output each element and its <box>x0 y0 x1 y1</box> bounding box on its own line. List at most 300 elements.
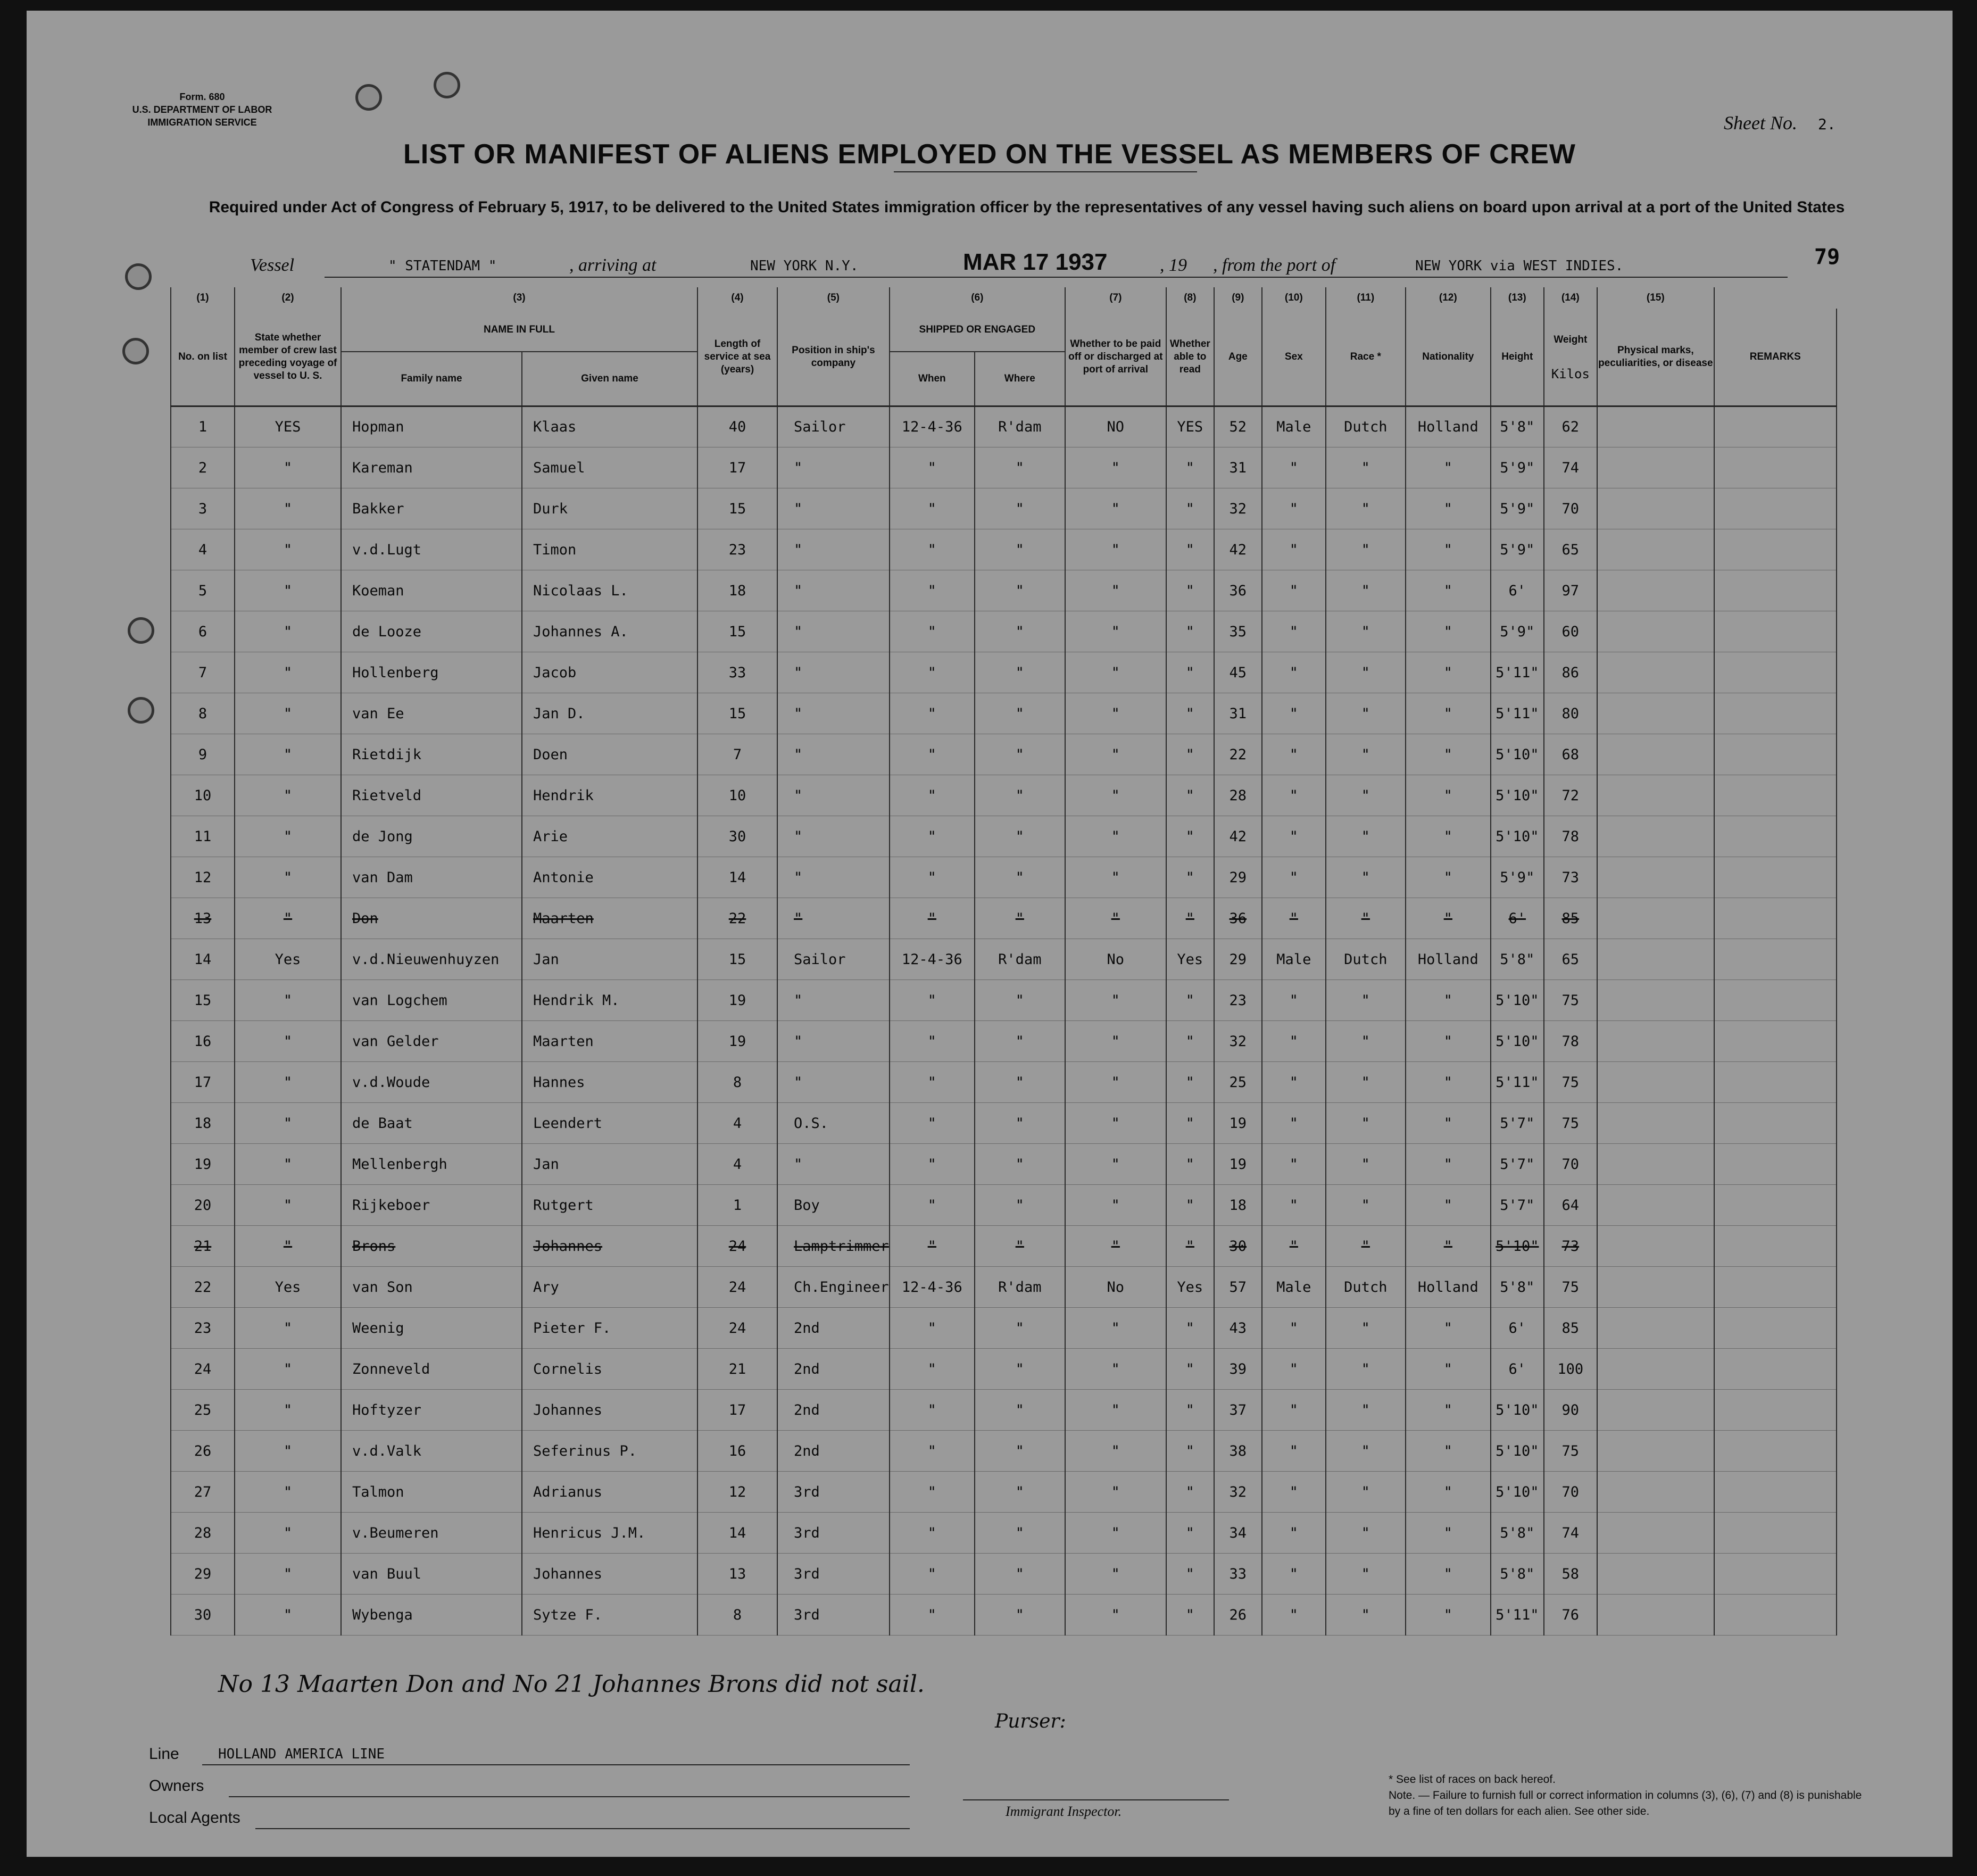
crew-cell-prev: " <box>235 1185 341 1226</box>
crew-cell-weight: 76 <box>1544 1595 1597 1636</box>
crew-row <box>171 939 1837 980</box>
crew-cell-when: " <box>890 1103 975 1144</box>
crew-cell-age: 43 <box>1214 1308 1262 1349</box>
immigrant-inspector-label: Immigrant Inspector. <box>1006 1804 1122 1819</box>
crew-cell-family: van Logchem <box>341 980 522 1021</box>
crew-cell-where: " <box>975 693 1065 734</box>
crew-cell-weight: 62 <box>1544 406 1597 447</box>
crew-cell-marks <box>1597 1554 1714 1595</box>
sheet-number-value: 2. <box>1817 115 1836 133</box>
crew-cell-height: 5'10" <box>1491 1431 1544 1472</box>
crew-cell-where: " <box>975 1103 1065 1144</box>
crew-cell-height: 5'11" <box>1491 693 1544 734</box>
crew-cell-where: " <box>975 1472 1065 1513</box>
crew-cell-position: 2nd <box>777 1308 890 1349</box>
footer-notes <box>1389 1772 1867 1820</box>
crew-cell-nationality: " <box>1406 447 1491 488</box>
crew-cell-where: " <box>975 1185 1065 1226</box>
crew-cell-age: 38 <box>1214 1431 1262 1472</box>
crew-cell-years: 15 <box>697 693 777 734</box>
crew-cell-position: " <box>777 1021 890 1062</box>
crew-cell-sex: " <box>1262 1062 1326 1103</box>
crew-cell-marks <box>1597 939 1714 980</box>
crew-cell-weight: 75 <box>1544 1431 1597 1472</box>
crew-cell-nationality: " <box>1406 1595 1491 1636</box>
crew-cell-read: " <box>1166 1103 1214 1144</box>
header-name-in-full: NAME IN FULL <box>341 309 697 352</box>
crew-cell-age: 23 <box>1214 980 1262 1021</box>
header-paid-off: Whether to be paid off or discharged at port of arrival <box>1065 309 1166 406</box>
crew-cell-weight: 65 <box>1544 939 1597 980</box>
crew-cell-marks <box>1597 406 1714 447</box>
arriving-label: , arriving at <box>569 255 657 275</box>
crew-cell-position: 2nd <box>777 1431 890 1472</box>
crew-cell-race: " <box>1326 734 1406 775</box>
crew-cell-nationality: " <box>1406 1513 1491 1554</box>
crew-cell-sex: " <box>1262 1021 1326 1062</box>
crew-cell-height: 5'8" <box>1491 406 1544 447</box>
crew-cell-where: R'dam <box>975 406 1065 447</box>
crew-cell-no: 16 <box>171 1021 235 1062</box>
crew-cell-no: 3 <box>171 488 235 529</box>
crew-row <box>171 1595 1837 1636</box>
crew-cell-position: " <box>777 652 890 693</box>
crew-cell-when: " <box>890 1554 975 1595</box>
penalty-note: Note. — Failure to furnish full or correct information in columns (3), (6), (7) and (8) is punishable by a fine of ten dollars for each alien. See other side. <box>1389 1789 1862 1817</box>
crew-cell-sex: " <box>1262 1185 1326 1226</box>
crew-cell-no: 5 <box>171 570 235 611</box>
crew-cell-no: 30 <box>171 1595 235 1636</box>
vessel-label: Vessel <box>250 255 295 275</box>
owners-underline <box>229 1796 910 1797</box>
header-able-to-read: Whether able to read <box>1166 309 1214 406</box>
crew-cell-marks <box>1597 1390 1714 1431</box>
crew-cell-prev: Yes <box>235 1267 341 1308</box>
crew-cell-nationality: " <box>1406 1554 1491 1595</box>
crew-cell-years: 21 <box>697 1349 777 1390</box>
crew-cell-race: " <box>1326 693 1406 734</box>
crew-cell-weight: 70 <box>1544 1144 1597 1185</box>
crew-cell-sex: " <box>1262 570 1326 611</box>
crew-cell-weight: 75 <box>1544 1062 1597 1103</box>
crew-cell-years: 24 <box>697 1226 777 1267</box>
header-nationality: Nationality <box>1406 309 1491 406</box>
crew-cell-race: " <box>1326 1595 1406 1636</box>
crew-cell-nationality: Holland <box>1406 406 1491 447</box>
crew-cell-race: " <box>1326 1144 1406 1185</box>
crew-cell-position: Boy <box>777 1185 890 1226</box>
crew-row <box>171 1472 1837 1513</box>
crew-cell-race: Dutch <box>1326 406 1406 447</box>
crew-cell-given: Pieter F. <box>522 1308 697 1349</box>
crew-cell-when: " <box>890 1349 975 1390</box>
crew-row <box>171 570 1837 611</box>
crew-cell-sex: " <box>1262 1144 1326 1185</box>
line-underline <box>202 1764 910 1765</box>
crew-cell-prev: " <box>235 1431 341 1472</box>
crew-cell-position: " <box>777 693 890 734</box>
crew-cell-paid: " <box>1065 488 1166 529</box>
crew-cell-sex: " <box>1262 1103 1326 1144</box>
crew-cell-weight: 60 <box>1544 611 1597 652</box>
crew-cell-where: " <box>975 529 1065 570</box>
crew-cell-given: Klaas <box>522 406 697 447</box>
crew-cell-given: Adrianus <box>522 1472 697 1513</box>
crew-cell-race: " <box>1326 1513 1406 1554</box>
crew-cell-prev: " <box>235 1595 341 1636</box>
crew-cell-no: 14 <box>171 939 235 980</box>
crew-row <box>171 1349 1837 1390</box>
crew-cell-nationality: " <box>1406 693 1491 734</box>
crew-cell-sex: " <box>1262 488 1326 529</box>
crew-cell-when: " <box>890 1513 975 1554</box>
col-num: (6) <box>890 287 1065 309</box>
crew-cell-remarks <box>1714 734 1837 775</box>
crew-row <box>171 1513 1837 1554</box>
crew-cell-nationality: " <box>1406 1308 1491 1349</box>
crew-cell-race: " <box>1326 1472 1406 1513</box>
crew-cell-where: " <box>975 1513 1065 1554</box>
crew-cell-read: Yes <box>1166 939 1214 980</box>
crew-cell-read: " <box>1166 1554 1214 1595</box>
binder-hole <box>128 697 154 724</box>
crew-cell-age: 57 <box>1214 1267 1262 1308</box>
crew-cell-position: 2nd <box>777 1390 890 1431</box>
crew-cell-family: Kareman <box>341 447 522 488</box>
crew-cell-race: " <box>1326 1226 1406 1267</box>
crew-cell-paid: " <box>1065 1390 1166 1431</box>
crew-cell-read: " <box>1166 734 1214 775</box>
crew-cell-when: " <box>890 570 975 611</box>
crew-cell-race: " <box>1326 1554 1406 1595</box>
crew-cell-age: 32 <box>1214 1021 1262 1062</box>
purser-signature-label: Purser: <box>995 1711 1066 1732</box>
binder-hole <box>355 84 382 111</box>
crew-cell-weight: 74 <box>1544 447 1597 488</box>
crew-cell-read: " <box>1166 611 1214 652</box>
crew-cell-weight: 100 <box>1544 1349 1597 1390</box>
sheet-number <box>1724 112 1836 134</box>
crew-cell-read: " <box>1166 1062 1214 1103</box>
crew-cell-family: van Dam <box>341 857 522 898</box>
crew-cell-years: 33 <box>697 652 777 693</box>
departure-port: NEW YORK via WEST INDIES. <box>1415 258 1624 274</box>
crew-cell-nationality: Holland <box>1406 1267 1491 1308</box>
crew-cell-when: " <box>890 529 975 570</box>
crew-cell-no: 18 <box>171 1103 235 1144</box>
races-note: * See list of races on back hereof. <box>1389 1773 1556 1786</box>
crew-cell-marks <box>1597 1472 1714 1513</box>
crew-cell-given: Hendrik M. <box>522 980 697 1021</box>
crew-cell-given: Jacob <box>522 652 697 693</box>
crew-row <box>171 488 1837 529</box>
crew-cell-years: 23 <box>697 529 777 570</box>
crew-cell-nationality: " <box>1406 652 1491 693</box>
crew-row <box>171 1021 1837 1062</box>
crew-cell-remarks <box>1714 1554 1837 1595</box>
crew-cell-prev: " <box>235 1349 341 1390</box>
crew-cell-position: " <box>777 570 890 611</box>
crew-cell-years: 8 <box>697 1062 777 1103</box>
binder-hole <box>122 338 149 364</box>
form-number: Form. 680 <box>179 92 225 102</box>
crew-cell-family: Wybenga <box>341 1595 522 1636</box>
crew-cell-read: " <box>1166 1513 1214 1554</box>
crew-cell-no: 4 <box>171 529 235 570</box>
col-num: (2) <box>235 287 341 309</box>
crew-cell-years: 18 <box>697 570 777 611</box>
header-length-of-service: Length of service at sea (years) <box>697 309 777 406</box>
line-label: Line <box>149 1745 179 1763</box>
crew-cell-sex: " <box>1262 775 1326 816</box>
crew-cell-family: de Jong <box>341 816 522 857</box>
crew-cell-sex: " <box>1262 1349 1326 1390</box>
crew-cell-nationality: " <box>1406 1349 1491 1390</box>
crew-cell-years: 12 <box>697 1472 777 1513</box>
header-shipped-or-engaged: SHIPPED OR ENGAGED <box>890 309 1065 352</box>
line-value: HOLLAND AMERICA LINE <box>218 1746 385 1762</box>
crew-cell-no: 21 <box>171 1226 235 1267</box>
header-physical-marks: Physical marks, peculiarities, or disease <box>1597 309 1714 406</box>
crew-cell-paid: No <box>1065 939 1166 980</box>
crew-cell-height: 5'9" <box>1491 488 1544 529</box>
arrival-port: NEW YORK N.Y. <box>750 258 859 274</box>
crew-cell-no: 7 <box>171 652 235 693</box>
crew-cell-sex: " <box>1262 693 1326 734</box>
crew-cell-years: 17 <box>697 447 777 488</box>
crew-cell-remarks <box>1714 1431 1837 1472</box>
col-num: (14) <box>1544 287 1597 309</box>
crew-cell-family: Bakker <box>341 488 522 529</box>
year-label: , 19 <box>1160 255 1187 275</box>
crew-cell-years: 30 <box>697 816 777 857</box>
crew-cell-where: " <box>975 857 1065 898</box>
crew-cell-sex: " <box>1262 1390 1326 1431</box>
crew-cell-weight: 72 <box>1544 775 1597 816</box>
crew-cell-height: 5'11" <box>1491 652 1544 693</box>
crew-cell-when: " <box>890 816 975 857</box>
crew-cell-nationality: " <box>1406 488 1491 529</box>
crew-cell-height: 5'11" <box>1491 1595 1544 1636</box>
crew-cell-when: " <box>890 1595 975 1636</box>
column-number-row <box>171 287 1837 309</box>
crew-cell-position: " <box>777 447 890 488</box>
crew-cell-weight: 64 <box>1544 1185 1597 1226</box>
crew-cell-height: 5'10" <box>1491 734 1544 775</box>
crew-row <box>171 529 1837 570</box>
crew-cell-sex: " <box>1262 980 1326 1021</box>
crew-cell-weight: 86 <box>1544 652 1597 693</box>
crew-cell-race: " <box>1326 1185 1406 1226</box>
crew-cell-paid: " <box>1065 1513 1166 1554</box>
crew-cell-remarks <box>1714 1226 1837 1267</box>
crew-cell-race: " <box>1326 816 1406 857</box>
col-num: (12) <box>1406 287 1491 309</box>
crew-cell-prev: Yes <box>235 939 341 980</box>
crew-cell-years: 17 <box>697 1390 777 1431</box>
crew-cell-position: " <box>777 775 890 816</box>
crew-cell-remarks <box>1714 816 1837 857</box>
page-stamp-number: 79 <box>1814 245 1840 269</box>
crew-cell-paid: " <box>1065 1021 1166 1062</box>
crew-cell-position: 3rd <box>777 1595 890 1636</box>
crew-cell-given: Seferinus P. <box>522 1431 697 1472</box>
crew-cell-sex: " <box>1262 1595 1326 1636</box>
crew-cell-paid: " <box>1065 447 1166 488</box>
crew-cell-remarks <box>1714 898 1837 939</box>
crew-cell-marks <box>1597 1595 1714 1636</box>
crew-cell-when: " <box>890 898 975 939</box>
crew-cell-race: " <box>1326 1431 1406 1472</box>
crew-cell-given: Cornelis <box>522 1349 697 1390</box>
crew-cell-paid: " <box>1065 734 1166 775</box>
crew-cell-marks <box>1597 1103 1714 1144</box>
crew-cell-age: 31 <box>1214 693 1262 734</box>
crew-cell-position: O.S. <box>777 1103 890 1144</box>
crew-cell-position: " <box>777 1144 890 1185</box>
crew-cell-age: 45 <box>1214 652 1262 693</box>
crew-cell-age: 39 <box>1214 1349 1262 1390</box>
crew-cell-read: " <box>1166 1021 1214 1062</box>
crew-cell-paid: " <box>1065 1062 1166 1103</box>
crew-cell-race: " <box>1326 529 1406 570</box>
crew-cell-paid: " <box>1065 611 1166 652</box>
crew-cell-years: 8 <box>697 1595 777 1636</box>
crew-cell-remarks <box>1714 570 1837 611</box>
crew-cell-where: " <box>975 898 1065 939</box>
crew-cell-prev: " <box>235 1472 341 1513</box>
crew-cell-height: 5'7" <box>1491 1144 1544 1185</box>
crew-cell-read: " <box>1166 1144 1214 1185</box>
crew-cell-prev: " <box>235 570 341 611</box>
crew-row <box>171 1226 1837 1267</box>
crew-cell-race: " <box>1326 1021 1406 1062</box>
header-family-name: Family name <box>341 352 522 406</box>
crew-cell-marks <box>1597 447 1714 488</box>
crew-cell-paid: " <box>1065 1144 1166 1185</box>
crew-cell-when: " <box>890 652 975 693</box>
crew-cell-nationality: " <box>1406 611 1491 652</box>
crew-cell-years: 15 <box>697 939 777 980</box>
crew-cell-marks <box>1597 1185 1714 1226</box>
document-title: LIST OR MANIFEST OF ALIENS EMPLOYED ON THE VESSEL AS MEMBERS OF CREW <box>403 139 1576 170</box>
crew-cell-read: " <box>1166 570 1214 611</box>
crew-cell-height: 5'10" <box>1491 1472 1544 1513</box>
crew-cell-sex: Male <box>1262 939 1326 980</box>
crew-cell-sex: " <box>1262 816 1326 857</box>
department-name: U.S. DEPARTMENT OF LABOR <box>132 104 272 115</box>
crew-cell-no: 1 <box>171 406 235 447</box>
crew-cell-weight: 85 <box>1544 1308 1597 1349</box>
crew-cell-when: " <box>890 447 975 488</box>
col-num: (7) <box>1065 287 1166 309</box>
header-sex: Sex <box>1262 309 1326 406</box>
crew-cell-weight: 65 <box>1544 529 1597 570</box>
crew-cell-where: " <box>975 1349 1065 1390</box>
crew-cell-paid: " <box>1065 1226 1166 1267</box>
crew-cell-no: 29 <box>171 1554 235 1595</box>
crew-cell-when: " <box>890 1472 975 1513</box>
crew-cell-height: 5'10" <box>1491 1021 1544 1062</box>
crew-cell-weight: 75 <box>1544 1267 1597 1308</box>
crew-cell-marks <box>1597 570 1714 611</box>
crew-cell-no: 23 <box>171 1308 235 1349</box>
crew-cell-paid: " <box>1065 857 1166 898</box>
crew-cell-prev: " <box>235 693 341 734</box>
crew-cell-family: de Baat <box>341 1103 522 1144</box>
crew-cell-nationality: " <box>1406 857 1491 898</box>
crew-cell-position: " <box>777 1062 890 1103</box>
crew-row <box>171 775 1837 816</box>
crew-cell-race: " <box>1326 1349 1406 1390</box>
crew-cell-given: Maarten <box>522 898 697 939</box>
crew-cell-remarks <box>1714 1390 1837 1431</box>
crew-cell-marks <box>1597 980 1714 1021</box>
crew-cell-age: 35 <box>1214 611 1262 652</box>
crew-cell-years: 14 <box>697 857 777 898</box>
crew-row <box>171 1062 1837 1103</box>
crew-cell-family: Zonneveld <box>341 1349 522 1390</box>
crew-cell-sex: " <box>1262 1554 1326 1595</box>
crew-cell-weight: 73 <box>1544 857 1597 898</box>
crew-row <box>171 652 1837 693</box>
crew-cell-given: Antonie <box>522 857 697 898</box>
crew-cell-height: 5'10" <box>1491 775 1544 816</box>
crew-cell-position: " <box>777 611 890 652</box>
crew-cell-nationality: " <box>1406 1103 1491 1144</box>
crew-cell-race: Dutch <box>1326 939 1406 980</box>
crew-cell-paid: No <box>1065 1267 1166 1308</box>
crew-cell-position: Sailor <box>777 939 890 980</box>
crew-cell-given: Ary <box>522 1267 697 1308</box>
crew-cell-nationality: " <box>1406 1185 1491 1226</box>
crew-cell-where: " <box>975 488 1065 529</box>
crew-cell-read: " <box>1166 1390 1214 1431</box>
crew-cell-height: 5'10" <box>1491 1390 1544 1431</box>
crew-cell-when: " <box>890 1062 975 1103</box>
crew-cell-given: Johannes <box>522 1554 697 1595</box>
crew-cell-weight: 73 <box>1544 1226 1597 1267</box>
manifest-page <box>27 11 1953 1857</box>
crew-cell-race: " <box>1326 775 1406 816</box>
crew-cell-height: 6' <box>1491 898 1544 939</box>
crew-cell-nationality: " <box>1406 816 1491 857</box>
crew-cell-position: " <box>777 734 890 775</box>
crew-cell-paid: " <box>1065 1349 1166 1390</box>
crew-cell-read: " <box>1166 775 1214 816</box>
form-identifier <box>117 90 287 129</box>
crew-cell-family: Talmon <box>341 1472 522 1513</box>
crew-cell-age: 31 <box>1214 447 1262 488</box>
crew-cell-sex: Male <box>1262 1267 1326 1308</box>
header-position: Position in ship's company <box>777 309 890 406</box>
crew-cell-weight: 58 <box>1544 1554 1597 1595</box>
crew-cell-remarks <box>1714 1144 1837 1185</box>
crew-cell-position: Lamptrimmer <box>777 1226 890 1267</box>
crew-cell-remarks <box>1714 939 1837 980</box>
crew-cell-family: Hollenberg <box>341 652 522 693</box>
crew-cell-remarks <box>1714 1021 1837 1062</box>
crew-row <box>171 1144 1837 1185</box>
crew-cell-age: 33 <box>1214 1554 1262 1595</box>
crew-cell-nationality: " <box>1406 1062 1491 1103</box>
header-age: Age <box>1214 309 1262 406</box>
crew-cell-marks <box>1597 693 1714 734</box>
crew-cell-read: " <box>1166 1595 1214 1636</box>
crew-cell-family: v.d.Lugt <box>341 529 522 570</box>
crew-cell-read: " <box>1166 693 1214 734</box>
crew-cell-sex: " <box>1262 1226 1326 1267</box>
